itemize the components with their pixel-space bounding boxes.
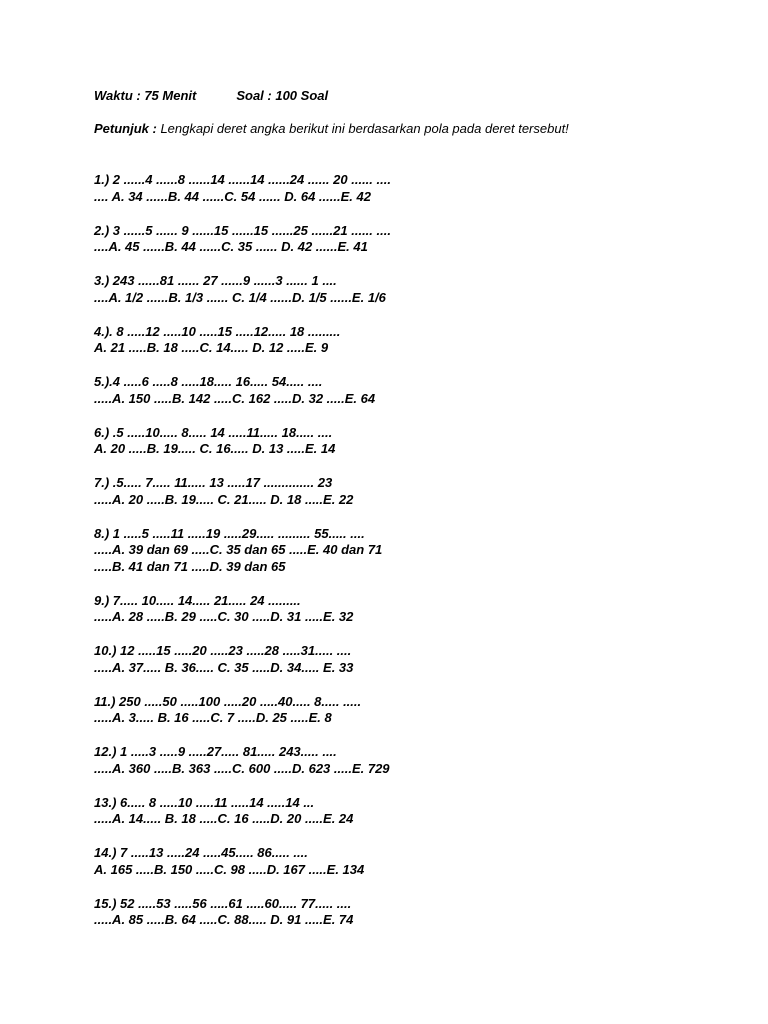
instruction	[94, 121, 569, 138]
answer-options: .....A. 20 .....B. 19..... C. 21..... D. 18 .....E. 22	[94, 491, 354, 507]
question-item	[94, 223, 734, 256]
question-sequence: 5.).4 .....6 .....8 .....18..... 16..... 54..... ....	[94, 374, 323, 389]
question-item	[94, 643, 734, 676]
question-list	[94, 172, 734, 946]
answer-options: .....A. 3..... B. 16 .....C. 7 .....D. 25 .....E. 8	[94, 710, 332, 725]
answer-options: A. 165 .....B. 150 .....C. 98 .....D. 167 .....E. 134	[94, 861, 365, 877]
answer-options: A. 21 .....B. 18 .....C. 14..... D. 12 .....E. 9	[94, 340, 329, 355]
answer-options: .....A. 37..... B. 36..... C. 35 .....D. 34..... E. 33	[94, 659, 354, 675]
question-sequence: 6.) .5 .....10..... 8..... 14 .....11..... 18..... ....	[94, 424, 333, 440]
question-item	[94, 795, 734, 828]
question-item	[94, 172, 734, 205]
header-line	[94, 88, 328, 105]
answer-options: .....A. 360 .....B. 363 .....C. 600 .....D. 623 .....E. 729	[94, 760, 390, 776]
answer-options: .....A. 28 .....B. 29 .....C. 30 .....D. 31 .....E. 32	[94, 609, 354, 624]
question-sequence: 14.) 7 .....13 .....24 .....45..... 86..... ....	[94, 845, 308, 860]
question-item	[94, 744, 734, 777]
question-item	[94, 273, 734, 306]
question-item	[94, 475, 734, 508]
answer-options: .....A. 150 .....B. 142 .....C. 162 .....D. 32 .....E. 64	[94, 390, 376, 406]
instruction-label: Petunjuk :	[94, 121, 157, 136]
question-item	[94, 324, 734, 357]
question-sequence: 1.) 2 ......4 ......8 ......14 ......14 ......24 ...... 20 ...... ....	[94, 172, 391, 187]
question-sequence: 10.) 12 .....15 .....20 .....23 .....28 .....31..... ....	[94, 643, 352, 658]
question-sequence: 9.) 7..... 10..... 14..... 21..... 24 .........	[94, 592, 301, 608]
question-count: Soal : 100 Soal	[236, 88, 329, 103]
question-item	[94, 425, 734, 458]
answer-options: ....A. 45 ......B. 44 ......C. 35 ...... D. 42 ......E. 41	[94, 239, 368, 254]
question-item	[94, 374, 734, 407]
answer-options: A. 20 .....B. 19..... C. 16..... D. 13 .....E. 14	[94, 441, 336, 456]
question-sequence: 13.) 6..... 8 .....10 .....11 .....14 .....14 ...	[94, 794, 315, 810]
question-sequence: 7.) .5..... 7..... 11..... 13 .....17 .............. 23	[94, 475, 333, 490]
instruction-text: Lengkapi deret angka berikut ini berdasarkan pola pada deret tersebut!	[156, 121, 569, 136]
question-item	[94, 593, 734, 626]
question-sequence: 11.) 250 .....50 .....100 .....20 .....40..... 8..... .....	[94, 693, 362, 709]
answer-options: .....A. 85 .....B. 64 .....C. 88..... D. 91 .....E. 74	[94, 912, 354, 927]
question-sequence: 8.) 1 .....5 .....11 .....19 .....29..... ......... 55..... ....	[94, 525, 365, 541]
question-sequence: 2.) 3 ......5 ...... 9 ......15 ......15 ......25 ......21 ...... ....	[94, 222, 391, 238]
question-sequence: 12.) 1 .....3 .....9 .....27..... 81..... 243..... ....	[94, 744, 337, 759]
question-item	[94, 526, 734, 576]
question-sequence: 15.) 52 .....53 .....56 .....61 .....60..... 77..... ....	[94, 895, 352, 911]
question-item	[94, 845, 734, 878]
question-sequence: 3.) 243 ......81 ...... 27 ......9 ......3 ...... 1 ....	[94, 273, 337, 288]
answer-options: ....A. 1/2 ......B. 1/3 ...... C. 1/4 ......D. 1/5 ......E. 1/6	[94, 289, 386, 305]
answer-options: .....A. 39 dan 69 .....C. 35 dan 65 .....E. 40 dan 71	[94, 542, 383, 557]
time-limit: Waktu : 75 Menit	[94, 88, 197, 103]
question-item	[94, 694, 734, 727]
question-item	[94, 896, 734, 929]
answer-options: .... A. 34 ......B. 44 ......C. 54 ...... D. 64 ......E. 42	[94, 188, 371, 204]
answer-options: .....A. 14..... B. 18 .....C. 16 .....D. 20 .....E. 24	[94, 811, 354, 826]
answer-options: .....B. 41 dan 71 .....D. 39 dan 65	[94, 558, 286, 574]
question-sequence: 4.). 8 .....12 .....10 .....15 .....12..... 18 .........	[94, 323, 341, 339]
